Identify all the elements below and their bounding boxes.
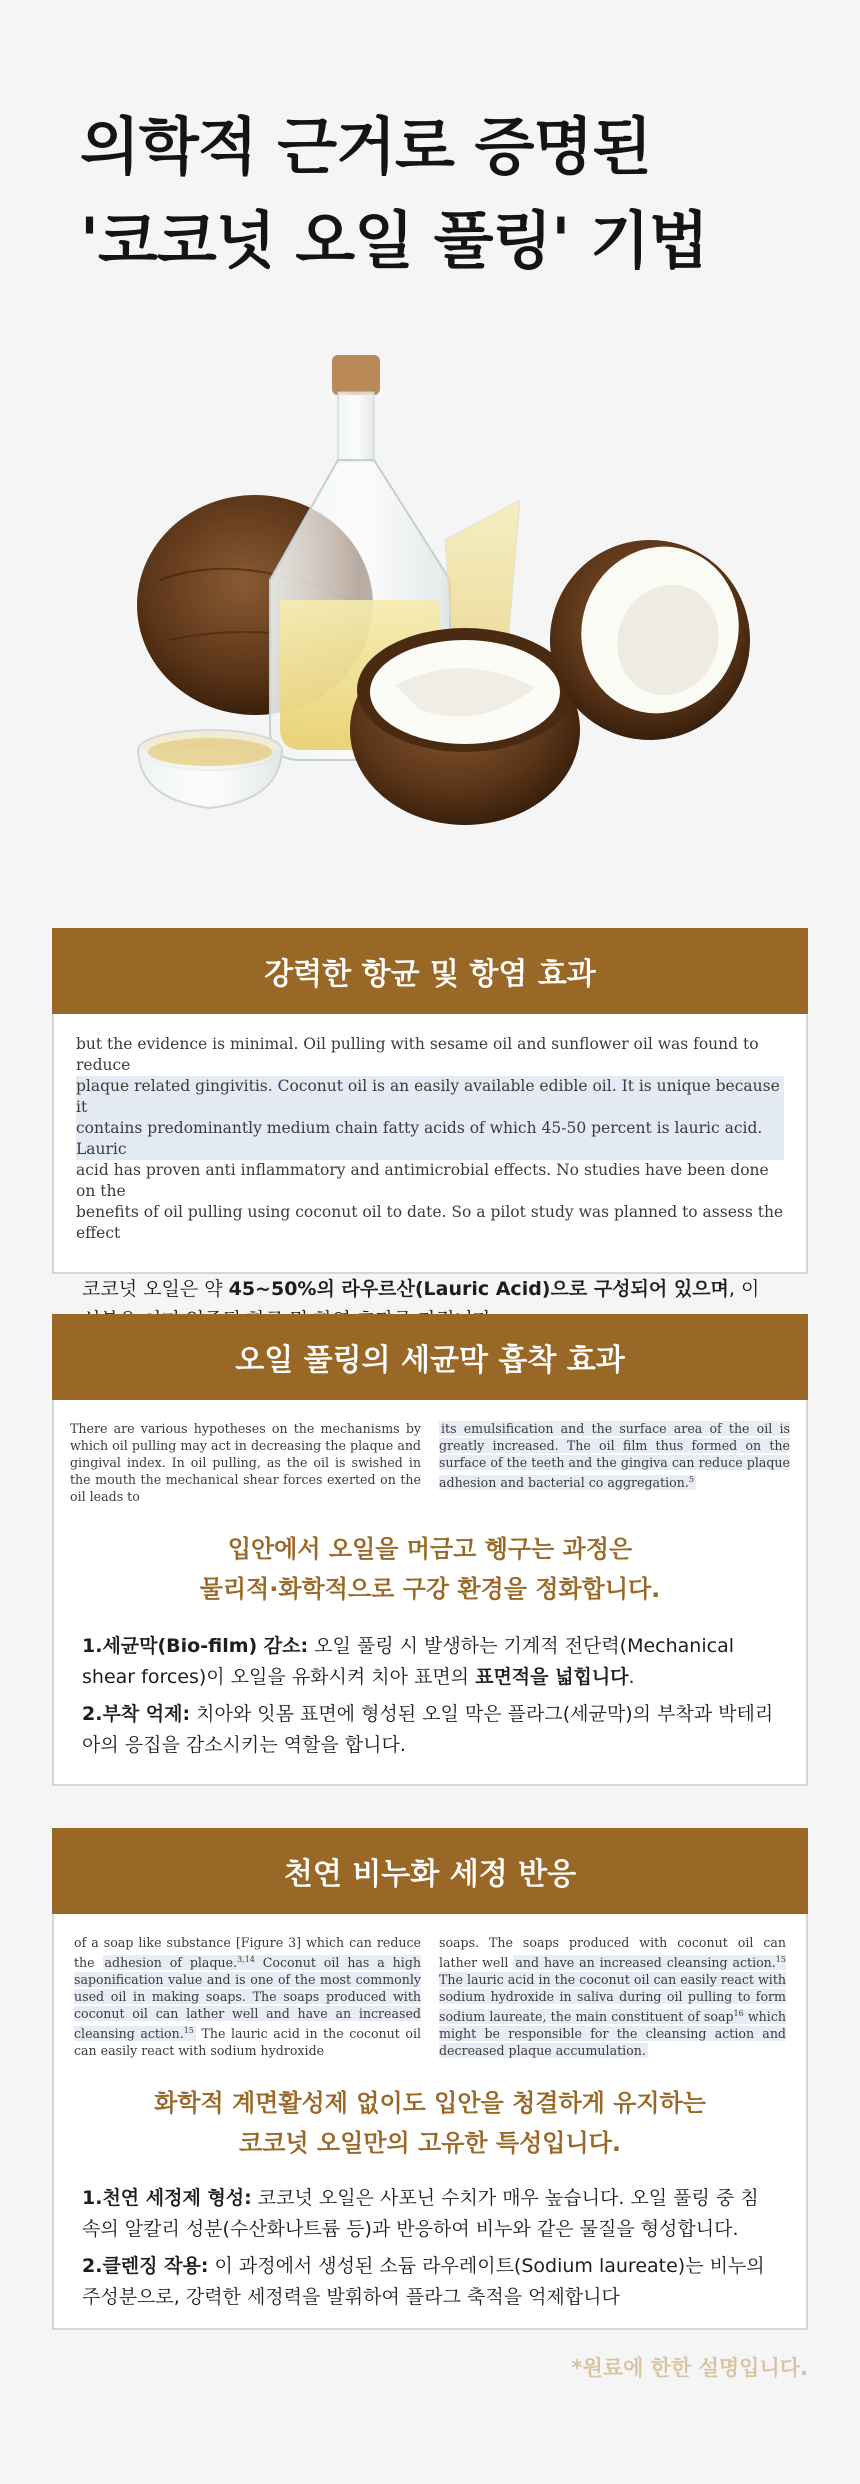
- excerpt-sup: 3,14: [237, 1955, 255, 1964]
- list-item: [82, 1699, 778, 1761]
- coconut-half-icon: [350, 628, 580, 825]
- excerpt-sup: 16: [733, 2009, 744, 2019]
- excerpt-line-highlight: plaque related gingivitis. Coconut oil is an easily available edible oil. It is unique because it: [76, 1076, 784, 1118]
- excerpt-line: but the evidence is minimal. Oil pulling with sesame oil and sunflower oil was found to reduce: [76, 1035, 759, 1074]
- excerpt-highlight: [439, 1421, 790, 1490]
- accent-line-1: 화학적 계면활성제 없이도 입안을 청결하게 유지하는: [154, 2089, 706, 2118]
- excerpt-sup: 15: [183, 2026, 194, 2036]
- list-item-text: 코코넛 오일은 사포닌 수치가 매우 높습니다. 오일 풀링 중 침 속의 알칼리 성분(수산화나트륨 등)과 반응하여 비누와 같은 물질을 형성합니다.: [82, 2187, 759, 2241]
- excerpt-text: of a soap like substance [Figure 3] which can reduce the: [74, 1935, 421, 1971]
- list-item-text: 이 과정에서 생성된 소듐 라우레이트(Sodium laureate)는 비누의 주성분으로, 강력한 세정력을 발휘하여 플라그 축적을 억제합니다: [82, 2255, 765, 2309]
- excerpt-text: which might be responsible for the cleansing action and decreased plaque accumulation.: [439, 2009, 786, 2059]
- card1-body-text: 코코넛 오일은 약: [82, 1278, 229, 1300]
- accent-line-1: 입안에서 오일을 머금고 헹구는 과정은: [227, 1535, 633, 1563]
- excerpt-column-right: [439, 1934, 786, 2059]
- accent-line-2: 물리적·화학적으로 구강 환경을 정화합니다.: [199, 1575, 661, 1603]
- excerpt-line: acid has proven anti inflammatory and antimicrobial effects. No studies have been done on the: [76, 1161, 769, 1200]
- list-item-title: 1.천연 세정제 형성:: [82, 2187, 252, 2210]
- list-item-title: 2.부착 억제:: [82, 1703, 191, 1725]
- excerpt-text: adhesion of plaque.: [104, 1955, 238, 1971]
- oil-bowl-icon: [138, 730, 282, 808]
- list-item: [82, 2183, 778, 2245]
- excerpt-highlight: [439, 1955, 786, 2058]
- excerpt-text: soaps. The soaps produced with coconut oil can lather well: [439, 1935, 786, 1971]
- card2-header: 오일 풀링의 세균막 흡착 효과: [52, 1314, 808, 1400]
- research-excerpt-1: [76, 1034, 784, 1244]
- card1-header: 강력한 항균 및 항염 효과: [52, 928, 808, 1014]
- list-item-text: 치아와 잇몸 표면에 형성된 오일 막은 플라그(세균막)의 부착과 박테리아의 응집을 감소시키는 역할을 합니다.: [82, 1703, 774, 1756]
- excerpt-column-left: There are various hypotheses on the mechanisms by which oil pulling may act in decreasing the plaque and gingival index. In oil pulling, as the oil is swished in the mouth the mechanical shear forces exerted on the oil leads to: [70, 1421, 421, 1504]
- list-item-bold: 표면적을 넓힙니다: [475, 1666, 629, 1688]
- list-item-title: 1.세균막(Bio-film) 감소:: [82, 1635, 309, 1657]
- research-excerpt-3: [74, 1934, 786, 2059]
- title-line-1: 의학적 근거로 증명된: [80, 110, 652, 183]
- card-saponification: [52, 1828, 808, 2330]
- card-antibacterial: [52, 928, 808, 1300]
- excerpt-line-highlight: contains predominantly medium chain fatty acids of which 45-50 percent is lauric acid. Lauric: [76, 1118, 784, 1160]
- list-item: [82, 2251, 778, 2313]
- excerpt-line: benefits of oil pulling using coconut oil to date. So a pilot study was planned to assess the effect: [76, 1203, 784, 1242]
- excerpt-column-right: [439, 1420, 790, 1505]
- card-biofilm: [52, 1314, 808, 1786]
- card3-list: [82, 2183, 778, 2313]
- excerpt-text: its emulsification and the surface area of the oil is greatly increased. The oil film thus formed on the surface of the teeth and the gingiva can reduce plaque adhesion and bacterial co aggregation.: [439, 1421, 790, 1491]
- footnote: *원료에 한한 설명입니다.: [571, 2356, 808, 2380]
- excerpt-text: The lauric acid in the coconut oil can easily react with sodium hydroxide: [74, 2026, 422, 2059]
- card3-header: 천연 비누화 세정 반응: [52, 1828, 808, 1914]
- list-item-text: 오일 풀링 시 발생하는 기계적 전단력(Mechanical shear forces)이 오일을 유화시켜 치아 표면의: [82, 1635, 734, 1688]
- card2-list: [82, 1631, 778, 1761]
- list-item: [82, 1631, 778, 1693]
- card3-accent: [54, 2083, 806, 2163]
- research-excerpt-2: [70, 1420, 790, 1505]
- card1-body-text-end: , 이: [728, 1278, 760, 1300]
- card2-accent: [54, 1529, 806, 1609]
- excerpt-text: Coconut oil has a high saponification value and is one of the most commonly used oil in making soaps. The soaps produced with coconut oil can lather well and have an increased cleansing action.: [74, 1955, 421, 2042]
- excerpt-text: The lauric acid in the coconut oil can easily react with sodium hydroxide in saliva during oil pulling to form sodium laureate, the main constituent of soap: [439, 1972, 786, 2025]
- excerpt-column-left: [74, 1934, 421, 2059]
- title-line-2: '코코넛 오일 풀링' 기법: [80, 204, 708, 277]
- list-item-end: .: [628, 1666, 635, 1688]
- list-item-title: 2.클렌징 작용:: [82, 2255, 209, 2278]
- excerpt-sup: 5: [688, 1475, 694, 1484]
- excerpt-text: and have an increased cleansing action.: [515, 1955, 776, 1971]
- coconut-oil-illustration: [120, 350, 760, 840]
- accent-line-2: 코코넛 오일만의 고유한 특성입니다.: [239, 2129, 621, 2158]
- excerpt-sup: 15: [775, 1955, 786, 1964]
- card1-body-bold: 45~50%의 라우르산(Lauric Acid)으로 구성되어 있으며: [228, 1278, 729, 1300]
- page-title: [80, 100, 708, 288]
